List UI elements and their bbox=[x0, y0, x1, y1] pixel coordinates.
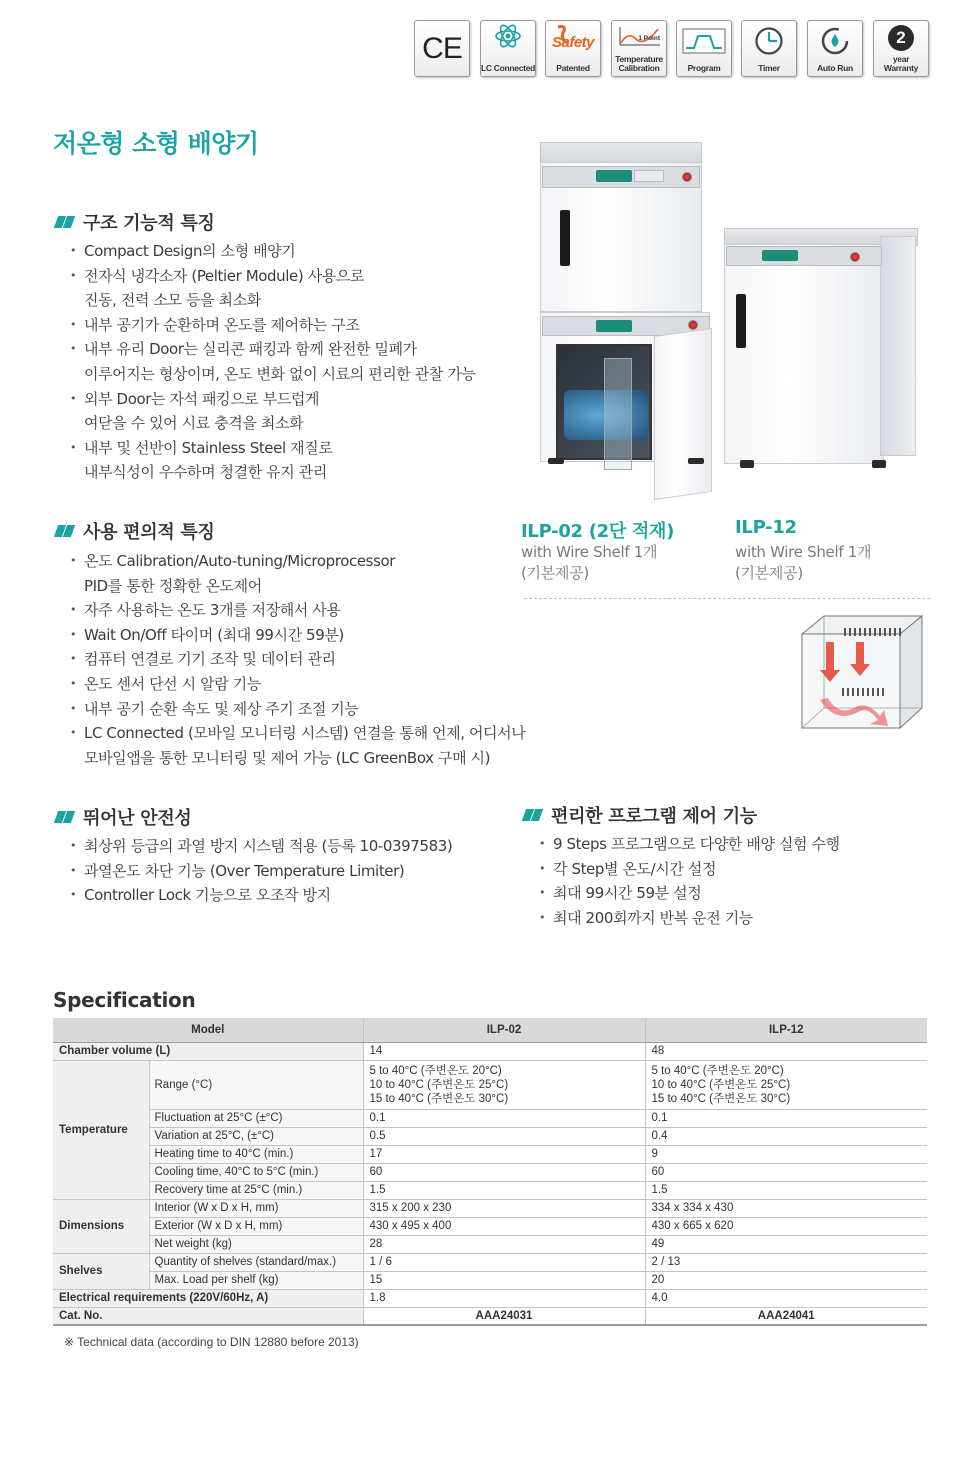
table-row bbox=[53, 1253, 927, 1271]
list-item: • Wait On/Off 타이머 (최대 99시간 59분) bbox=[70, 623, 525, 648]
section-title: 사용 편의적 특징 bbox=[83, 522, 215, 543]
range-line: 10 to 40°C (주변온도 25°C) bbox=[369, 1078, 509, 1091]
list-item: • 전자식 냉각소자 (Peltier Module) 사용으로 bbox=[70, 264, 476, 289]
airflow-diagram bbox=[796, 612, 928, 732]
section-safety-heading bbox=[54, 804, 192, 830]
table-row bbox=[53, 1109, 927, 1127]
section-program-heading bbox=[522, 802, 757, 828]
table-row bbox=[53, 1271, 927, 1289]
model-sub-line: (기본제공) bbox=[521, 564, 589, 582]
cell-value: 20 bbox=[645, 1271, 927, 1289]
column-header-model: Model bbox=[53, 1018, 363, 1042]
range-line: 15 to 40°C (주변온도 30°C) bbox=[369, 1092, 509, 1105]
cell-value: 15 bbox=[363, 1271, 645, 1289]
convenience-feature-list bbox=[70, 549, 525, 770]
airflow-circulation-icon bbox=[796, 612, 928, 732]
badge-label: Program bbox=[687, 63, 721, 73]
table-row bbox=[53, 1127, 927, 1145]
ilp-12-product-image bbox=[722, 226, 922, 474]
spec-title: Specification bbox=[53, 988, 196, 1012]
range-line: 5 to 40°C (주변온도 20°C) bbox=[651, 1064, 784, 1077]
section-bullet-icon bbox=[522, 809, 542, 821]
row-label: Interior (W x D x H, mm) bbox=[149, 1199, 363, 1217]
warranty-badge bbox=[873, 20, 929, 77]
footnote: ※ Technical data (according to DIN 12880 before 2013) bbox=[64, 1335, 359, 1349]
list-item: • 최대 99시간 59분 설정 bbox=[539, 881, 840, 906]
ce-mark-icon: CE bbox=[422, 32, 462, 65]
group-label: Dimensions bbox=[53, 1199, 149, 1253]
model-name: ILP-12 bbox=[735, 517, 797, 538]
row-label: Chamber volume (L) bbox=[53, 1042, 363, 1060]
model-sub-line: with Wire Shelf 1개 bbox=[735, 543, 872, 561]
row-label: Max. Load per shelf (kg) bbox=[149, 1271, 363, 1289]
badge-label: year Warranty bbox=[883, 54, 919, 73]
list-item: • 과열온도 차단 기능 (Over Temperature Limiter) bbox=[70, 859, 452, 884]
column-header-ilp-02: ILP-02 bbox=[363, 1018, 645, 1042]
cell-value: 1.5 bbox=[645, 1181, 927, 1199]
safety-patented-icon bbox=[556, 25, 568, 45]
list-item: • Compact Design의 소형 배양기 bbox=[70, 239, 476, 264]
list-item-continued: 진동, 전력 소모 등을 최소화 bbox=[84, 291, 261, 310]
row-label: Range (°C) bbox=[149, 1060, 363, 1109]
safety-word: Safety bbox=[551, 33, 595, 51]
list-item: • 최상위 등급의 과열 방지 시스템 적용 (등록 10-0397583) bbox=[70, 834, 452, 859]
group-label: Temperature bbox=[53, 1060, 149, 1199]
lc-connected-badge bbox=[480, 20, 536, 77]
lc-connected-icon bbox=[493, 23, 523, 49]
cell-value: 1 / 6 bbox=[363, 1253, 645, 1271]
dashed-divider bbox=[524, 598, 930, 599]
row-label: Cooling time, 40°C to 5°C (min.) bbox=[149, 1163, 363, 1181]
cell-value: 60 bbox=[363, 1163, 645, 1181]
model-name: ILP-02 (2단 적재) bbox=[521, 521, 675, 542]
list-item: • 온도 Calibration/Auto-tuning/Microprocessor bbox=[70, 549, 525, 574]
cell-value: 28 bbox=[363, 1235, 645, 1253]
table-row bbox=[53, 1042, 927, 1060]
table-row bbox=[53, 1235, 927, 1253]
cell-value: 1.8 bbox=[363, 1289, 645, 1307]
row-label: Cat. No. bbox=[53, 1307, 363, 1325]
row-label: Exterior (W x D x H, mm) bbox=[149, 1217, 363, 1235]
table-row bbox=[53, 1307, 927, 1325]
cell-value: 0.4 bbox=[645, 1127, 927, 1145]
table-row bbox=[53, 1145, 927, 1163]
cell-value: 49 bbox=[645, 1235, 927, 1253]
cell-value bbox=[645, 1060, 927, 1109]
badge-label: Temperature Calibration bbox=[615, 54, 663, 73]
row-label: Electrical requirements (220V/60Hz, A) bbox=[53, 1289, 363, 1307]
range-line: 10 to 40°C (주변온도 25°C) bbox=[651, 1078, 791, 1091]
section-bullet-icon bbox=[54, 216, 74, 228]
list-item: • 9 Steps 프로그램으로 다양한 배양 실험 수행 bbox=[539, 832, 840, 857]
model-sub-line: with Wire Shelf 1개 bbox=[521, 543, 658, 561]
column-header-ilp-12: ILP-12 bbox=[645, 1018, 927, 1042]
section-structure-heading bbox=[54, 209, 215, 235]
section-convenience-heading bbox=[54, 518, 215, 544]
list-item: • 내부 공기 순환 속도 및 제상 주기 조절 기능 bbox=[70, 697, 525, 722]
list-item-continued: 내부식성이 우수하며 청결한 유지 관리 bbox=[84, 463, 327, 482]
cell-value: 430 x 665 x 620 bbox=[645, 1217, 927, 1235]
badge-label: LC Connected bbox=[481, 63, 536, 73]
cell-value: 2 / 13 bbox=[645, 1253, 927, 1271]
section-title: 구조 기능적 특징 bbox=[83, 213, 215, 234]
table-row bbox=[53, 1181, 927, 1199]
badge-label: Patented bbox=[556, 63, 590, 73]
cell-value: 0.5 bbox=[363, 1127, 645, 1145]
ce-badge bbox=[414, 20, 470, 77]
cell-value: 0.1 bbox=[363, 1109, 645, 1127]
row-label: Net weight (kg) bbox=[149, 1235, 363, 1253]
cell-value: 1.5 bbox=[363, 1181, 645, 1199]
row-label: Heating time to 40°C (min.) bbox=[149, 1145, 363, 1163]
cell-value: 430 x 495 x 400 bbox=[363, 1217, 645, 1235]
list-item: • 컴퓨터 연결로 기기 조작 및 데이터 관리 bbox=[70, 647, 525, 672]
cell-value: 60 bbox=[645, 1163, 927, 1181]
list-item-continued: PID를 통한 정확한 온도제어 bbox=[84, 576, 262, 595]
list-item: • 내부 공기가 순환하며 온도를 제어하는 구조 bbox=[70, 313, 476, 338]
row-label: Quantity of shelves (standard/max.) bbox=[149, 1253, 363, 1271]
table-row bbox=[53, 1060, 927, 1109]
cell-value: 9 bbox=[645, 1145, 927, 1163]
badge-label: Auto Run bbox=[817, 63, 853, 73]
list-item-continued: 이루어지는 형상이며, 온도 변화 없이 시료의 편리한 관찰 가능 bbox=[84, 364, 476, 383]
list-item: • 온도 센서 단선 시 알람 기능 bbox=[70, 672, 525, 697]
list-item: • 최대 200회까지 반복 운전 기능 bbox=[539, 906, 840, 931]
cell-value: 14 bbox=[363, 1042, 645, 1060]
cell-value: 315 x 200 x 230 bbox=[363, 1199, 645, 1217]
table-row bbox=[53, 1199, 927, 1217]
timer-icon bbox=[754, 26, 784, 56]
cell-value: 4.0 bbox=[645, 1289, 927, 1307]
cell-value: 17 bbox=[363, 1145, 645, 1163]
badge-label: Timer bbox=[758, 63, 780, 73]
section-title: 편리한 프로그램 제어 기능 bbox=[551, 806, 757, 827]
section-bullet-icon bbox=[54, 525, 74, 537]
list-item: • LC Connected (모바일 모니터링 시스템) 연결을 통해 언제, 어디서나 bbox=[70, 721, 525, 746]
group-label: Shelves bbox=[53, 1253, 149, 1289]
cell-value: AAA24041 bbox=[645, 1307, 927, 1325]
cell-value bbox=[363, 1060, 645, 1109]
model-subtext bbox=[521, 542, 657, 584]
list-item-continued: 모바일앱을 통한 모니터링 및 제어 가능 (LC GreenBox 구매 시) bbox=[84, 748, 491, 767]
auto-run-badge bbox=[807, 20, 863, 77]
list-item: • 각 Step별 온도/시간 설정 bbox=[539, 857, 840, 882]
list-item: • Controller Lock 기능으로 오조작 방지 bbox=[70, 883, 452, 908]
row-label: Variation at 25°C, (±°C) bbox=[149, 1127, 363, 1145]
feature-badges bbox=[414, 20, 930, 78]
cell-value: 0.1 bbox=[645, 1109, 927, 1127]
range-line: 15 to 40°C (주변온도 30°C) bbox=[651, 1092, 791, 1105]
table-row bbox=[53, 1217, 927, 1235]
cell-value: AAA24031 bbox=[363, 1307, 645, 1325]
specification-table bbox=[53, 1018, 927, 1326]
section-title: 뛰어난 안전성 bbox=[83, 808, 192, 829]
row-label: Fluctuation at 25°C (±°C) bbox=[149, 1109, 363, 1127]
cell-value: 48 bbox=[645, 1042, 927, 1060]
table-row bbox=[53, 1289, 927, 1307]
model-subtext bbox=[735, 542, 871, 584]
auto-run-icon bbox=[820, 26, 850, 56]
cell-value: 334 x 334 x 430 bbox=[645, 1199, 927, 1217]
warranty-number: 2 bbox=[896, 28, 906, 47]
table-row bbox=[53, 1163, 927, 1181]
temperature-calibration-badge bbox=[611, 20, 667, 77]
list-item-continued: 여닫을 수 있어 시료 충격을 최소화 bbox=[84, 414, 304, 433]
timer-badge bbox=[741, 20, 797, 77]
row-label: Recovery time at 25°C (min.) bbox=[149, 1181, 363, 1199]
safety-feature-list bbox=[70, 834, 452, 908]
list-item: • 내부 유리 Door는 실리콘 패킹과 함께 완전한 밀폐가 bbox=[70, 337, 476, 362]
program-icon bbox=[682, 28, 726, 54]
list-item: • 자주 사용하는 온도 3개를 저장해서 사용 bbox=[70, 598, 525, 623]
list-item: • 내부 및 선반이 Stainless Steel 재질로 bbox=[70, 436, 476, 461]
program-badge bbox=[676, 20, 732, 77]
calibration-point-label: 1 Point bbox=[638, 35, 660, 42]
list-item: • 외부 Door는 자석 패킹으로 부드럽게 bbox=[70, 387, 476, 412]
table-header-row bbox=[53, 1018, 927, 1042]
page-title: 저온형 소형 배양기 bbox=[53, 129, 259, 158]
program-feature-list bbox=[539, 832, 840, 930]
ilp-02-product-image bbox=[538, 140, 714, 500]
model-sub-line: (기본제공) bbox=[735, 564, 803, 582]
safety-badge bbox=[545, 20, 601, 77]
structure-feature-list bbox=[70, 239, 476, 485]
range-line: 5 to 40°C (주변온도 20°C) bbox=[369, 1064, 502, 1077]
section-bullet-icon bbox=[54, 811, 74, 823]
